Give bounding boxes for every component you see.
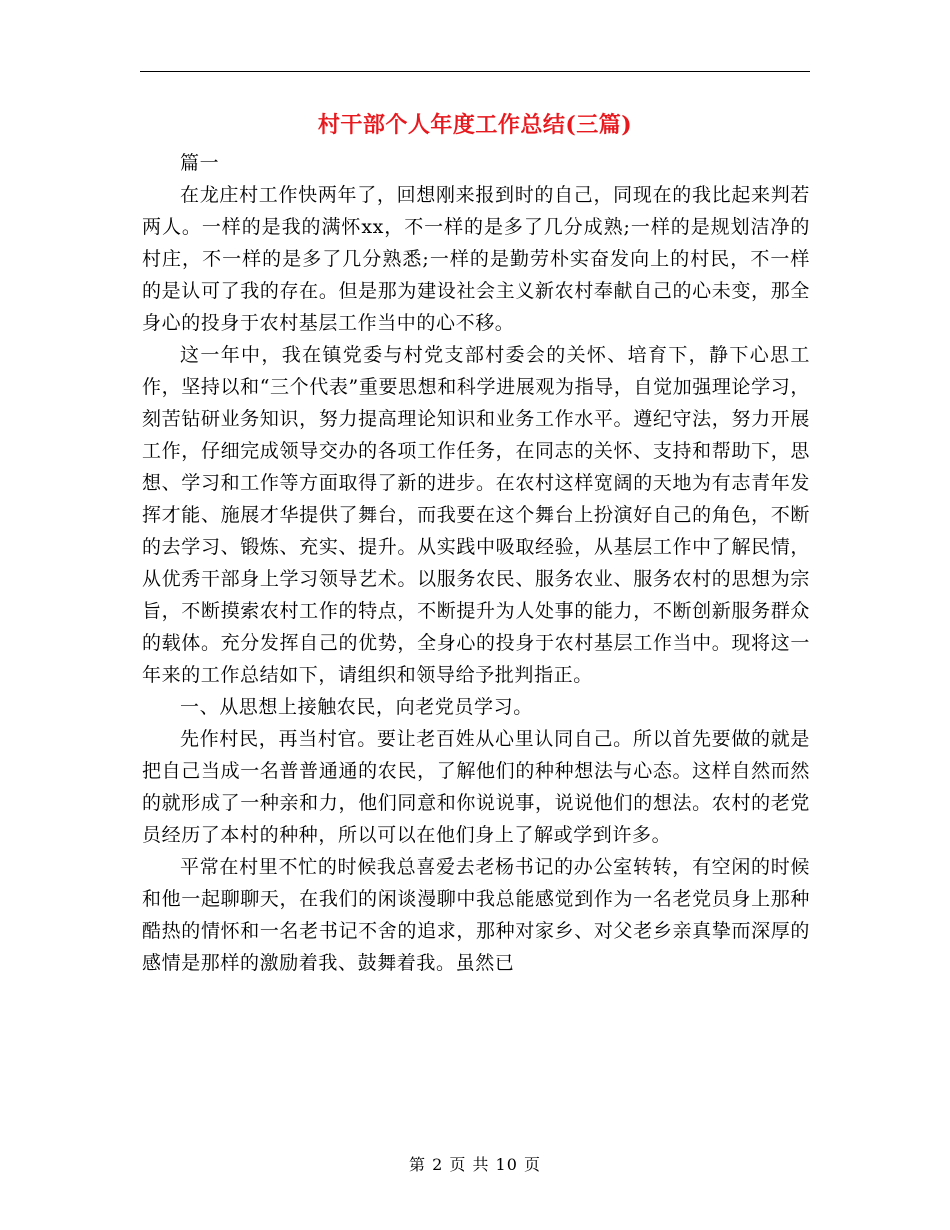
paragraph: 平常在村里不忙的时候我总喜爱去老杨书记的办公室转转，有空闲的时候和他一起聊聊天，在我们的闲谈漫聊中我总能感觉到作为一名老党员身上那种酷热的情怀和一名老书记不舍的追求，那种对家乡、对父老乡亲真挚而深厚的感情是那样的激励着我、鼓舞着我。虽然已 bbox=[142, 856, 810, 974]
page-footer: 第 2 页 共 10 页 bbox=[409, 1155, 541, 1174]
paragraph: 先作村民，再当村官。要让老百姓从心里认同自己。所以首先要做的就是把自己当成一名普普通通的农民，了解他们的种种想法与心态。这样自然而然的就形成了一种亲和力，他们同意和你说说事，说说他们的想法。农村的老党员经历了本村的种种，所以可以在他们身上了解或学到许多。 bbox=[142, 728, 810, 846]
paragraph: 篇一 bbox=[180, 152, 220, 174]
document-body bbox=[142, 147, 810, 979]
paragraph: 这一年中，我在镇党委与村党支部村委会的关怀、培育下，静下心思工作，坚持以和“三个代表”重要思想和科学进展观为指导，自觉加强理论学习，刻苦钻研业务知识，努力提高理论知识和业务工作水平。遵纪守法，努力开展工作，仔细完成领导交办的各项工作任务，在同志的关怀、支持和帮助下，思想、学习和工作等方面取得了新的进步。在农村这样宽阔的天地为有志青年发挥才能、施展才华提供了舞台，而我要在这个舞台上扮演好自己的角色，不断的去学习、锻炼、充实、提升。从实践中吸取经验，从基层工作中了解民情，从优秀干部身上学习领导艺术。以服务农民、服务农业、服务农村的思想为宗旨，不断摸索农村工作的特点，不断提升为人处事的能力，不断创新服务群众的载体。充分发挥自己的优势，全身心的投身于农村基层工作当中。现将这一年来的工作总结如下，请组织和领导给予批判指正。 bbox=[142, 344, 810, 686]
document-title: 村干部个人年度工作总结(三篇) bbox=[317, 112, 633, 138]
paragraph: 一、从思想上接触农民，向老党员学习。 bbox=[180, 696, 533, 718]
header-rule bbox=[140, 71, 810, 72]
paragraph: 在龙庄村工作快两年了，回想刚来报到时的自己，同现在的我比起来判若两人。一样的是我的满怀xx，不一样的是多了几分成熟;一样的是规划洁净的村庄，不一样的是多了几分熟悉;一样的是勤劳朴实奋发向上的村民，不一样的是认可了我的存在。但是那为建设社会主义新农村奉献自己的心未变，那全身心的投身于农村基层工作当中的心不移。 bbox=[142, 184, 810, 334]
